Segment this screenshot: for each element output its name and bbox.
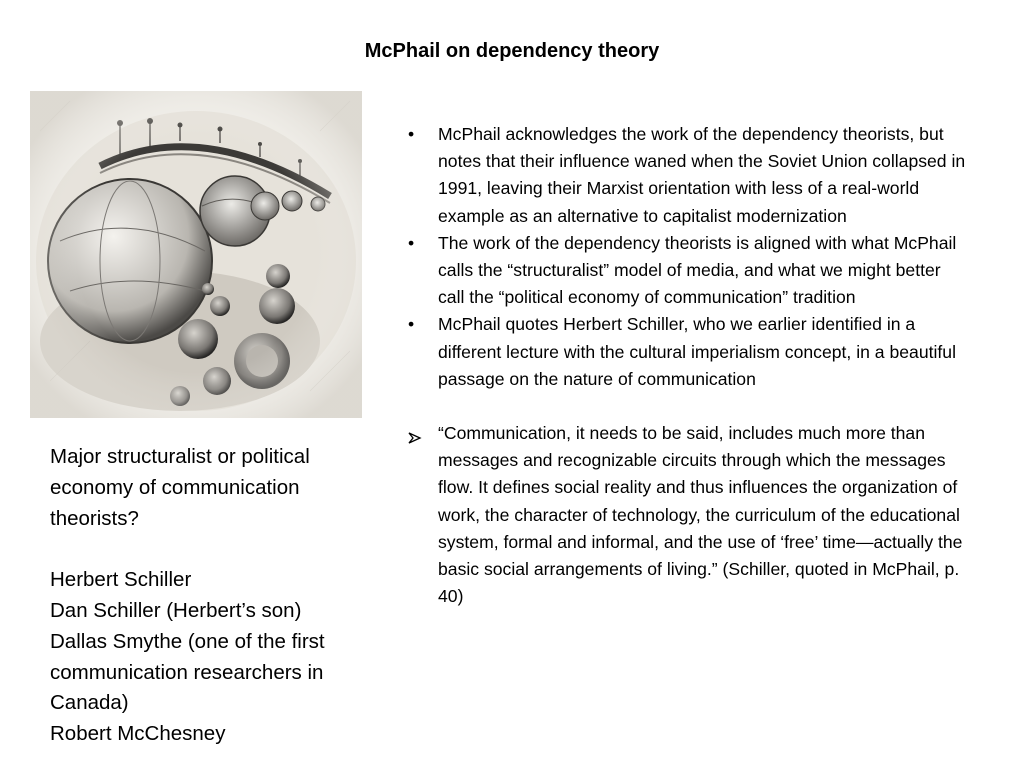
bullet-item <box>408 121 968 230</box>
bullet-dot-icon: • <box>408 232 415 253</box>
globes-bridge-engraving <box>30 91 362 418</box>
theorist-item: Dan Schiller (Herbert’s son) <box>50 598 302 622</box>
bullet-text: McPhail quotes Herbert Schiller, who we earlier identified in a different lecture with the cultural imperialism concept, in a beautiful passage on the nature of communication <box>438 314 956 389</box>
theorists-panel <box>50 442 350 750</box>
bullet-list <box>408 121 968 610</box>
bullet-text: The work of the dependency theorists is aligned with what McPhail calls the “structuralist” model of media, and what we might better call the “political economy of communication” tradition <box>438 232 957 308</box>
bullet-dot-icon: • <box>408 124 415 144</box>
theorist-item: Dallas Smythe (one of the first communication researchers in Canada) <box>50 629 325 715</box>
arrow-right-icon <box>408 426 422 453</box>
theorists-question: Major structuralist or political economy of communication theorists? <box>50 445 310 530</box>
quote-item <box>408 420 968 610</box>
slide-title: McPhail on dependency theory <box>364 40 660 62</box>
bullet-item <box>408 311 968 393</box>
bullet-text: McPhail acknowledges the work of the dependency theorists, but notes that their influence waned when the Soviet Union collapsed in 1991, leaving their Marxist orientation with less of a real-world example as an alternative to capitalist modernization <box>438 124 966 226</box>
globes-bridge-illustration <box>30 91 362 418</box>
theorist-item: Herbert Schiller <box>50 568 192 592</box>
bullet-item <box>408 230 968 312</box>
schiller-quote: “Communication, it needs to be said, includes much more than messages and recognizable circuits through which the messages flow. It defines social reality and thus influences the organization of work, the character of technology, the curriculum of the educational system, formal and informal, and the use of ‘free’ time—actually the basic social arrangements of living.” (Schiller, quoted in McPhail, p. 40) <box>438 423 963 607</box>
bullet-dot-icon: • <box>408 314 415 335</box>
theorist-item: Robert McChesney <box>50 722 226 746</box>
